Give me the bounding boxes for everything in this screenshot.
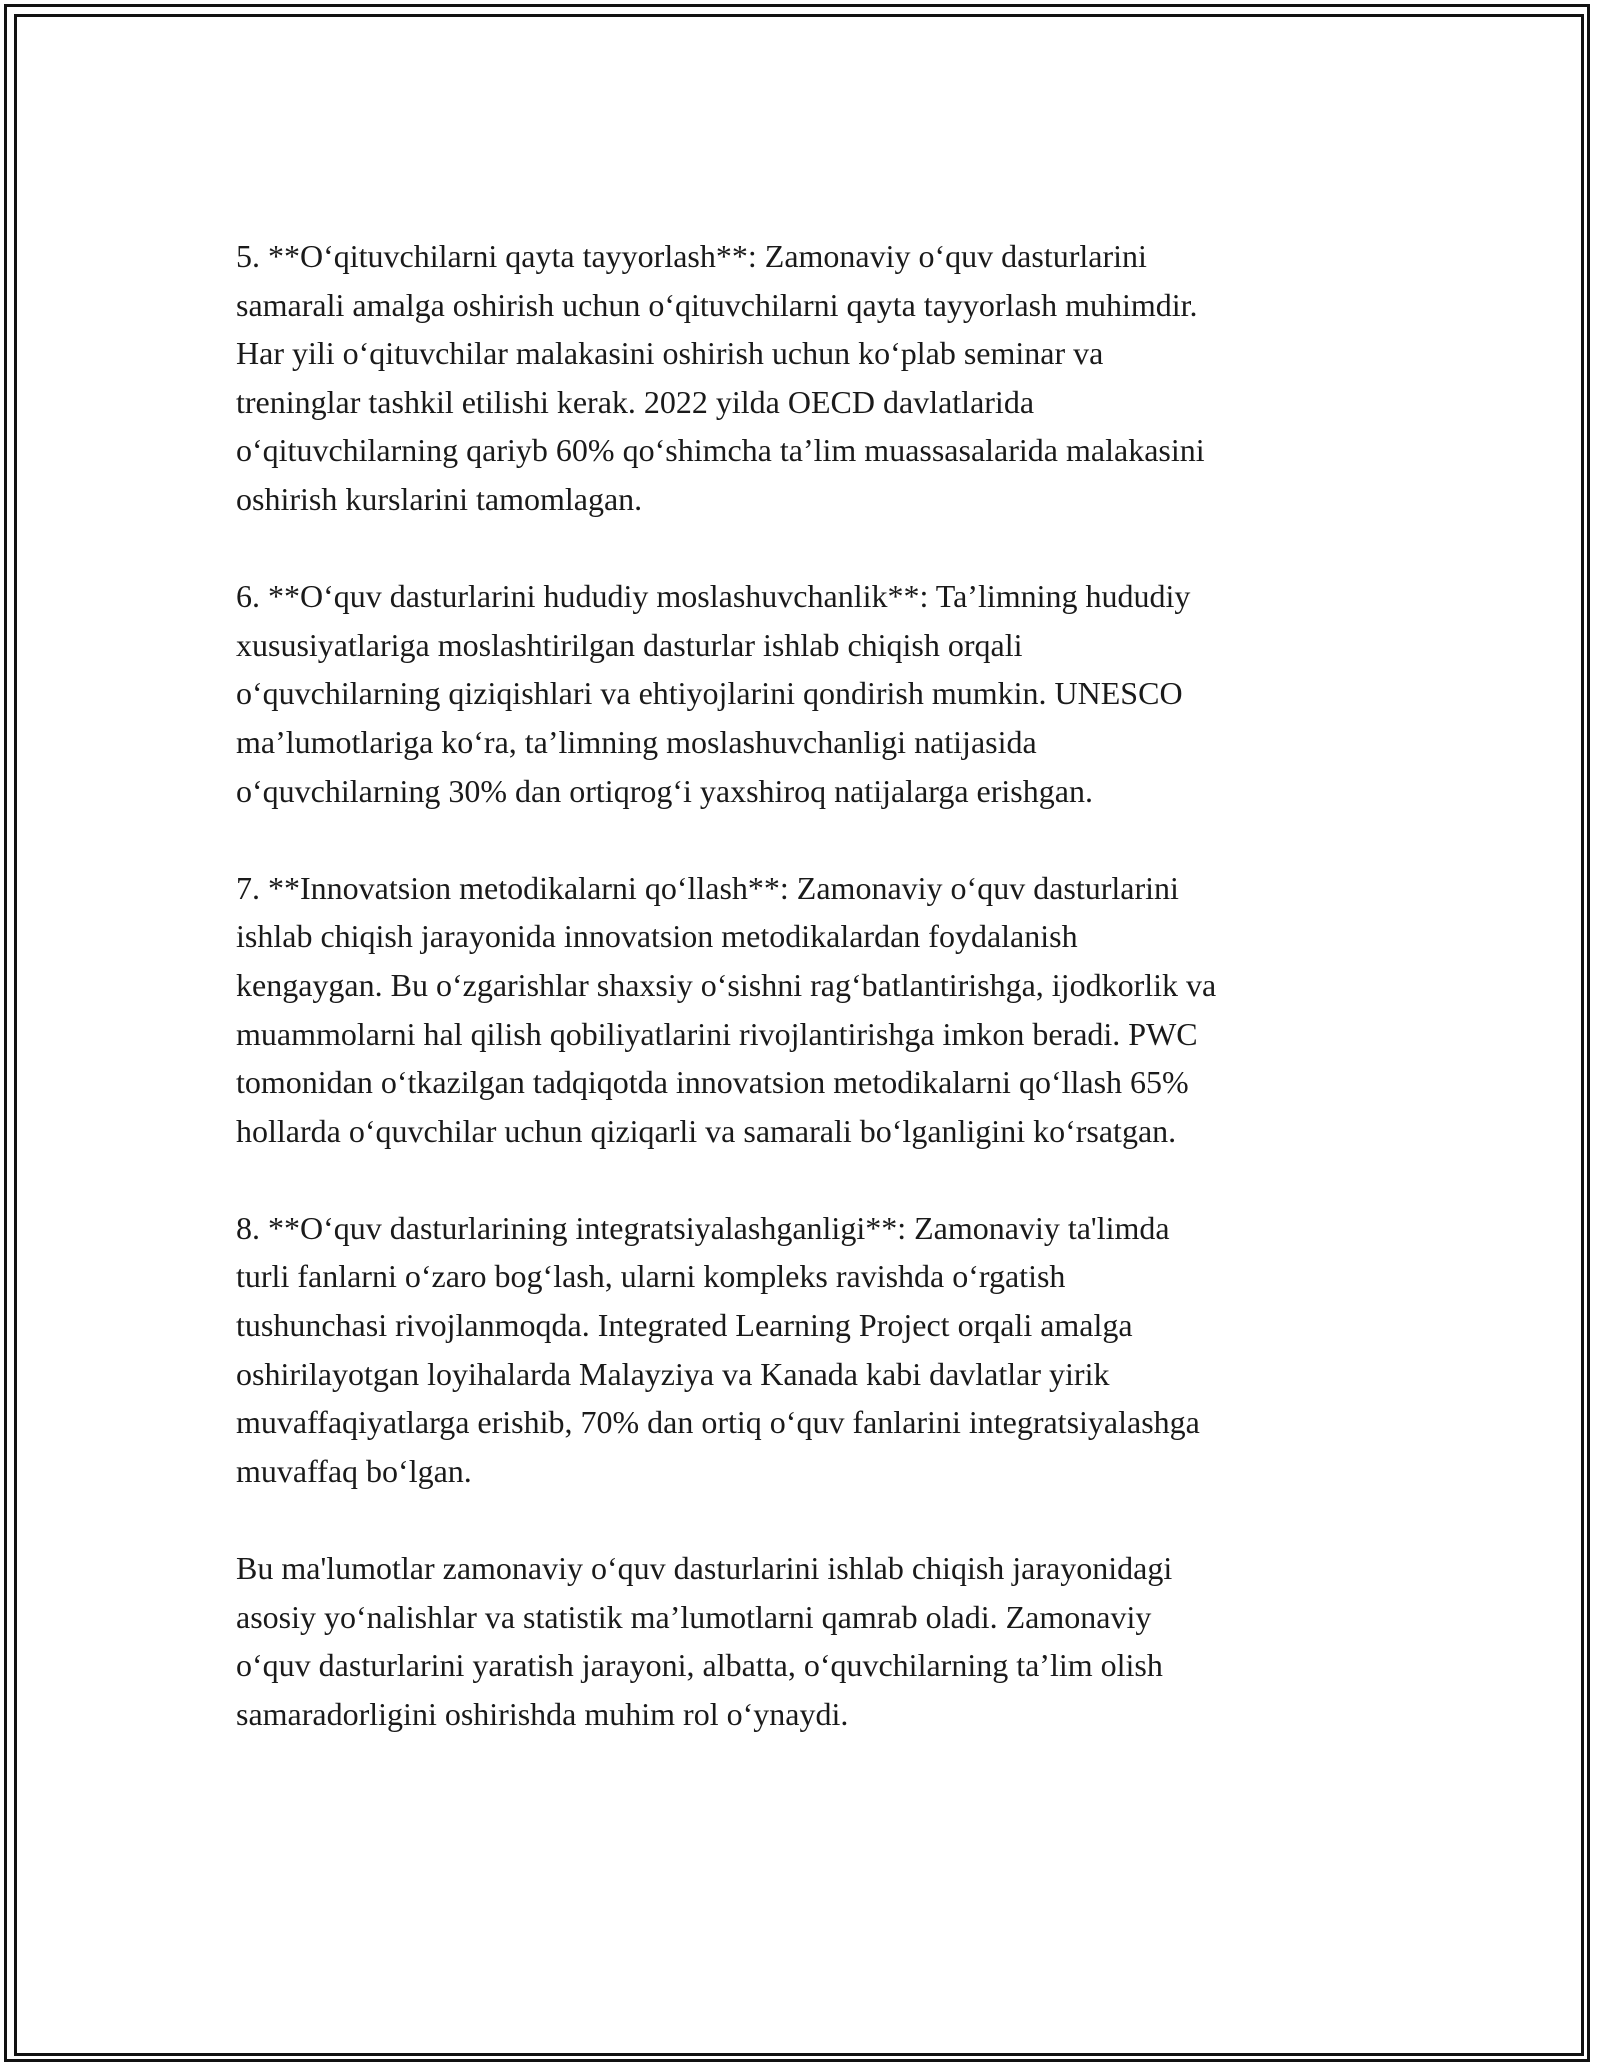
document-body [236,232,1366,1787]
text-line: kengaygan. Bu o‘zgarishlar shaxsiy o‘sishni rag‘batlantirishga, ijodkorlik va [236,966,1217,1003]
text-line: oshirilayotgan loyihalarda Malayziya va Kanada kabi davlatlar yirik [236,1355,1110,1392]
text-line: o‘qituvchilarning qariyb 60% qo‘shimcha ta’lim muassasalarida malakasini [236,432,1205,469]
text-line: Har yili o‘qituvchilar malakasini oshirish uchun ko‘plab seminar va [236,335,1104,372]
text-line: turli fanlarni o‘zaro bog‘lash, ularni kompleks ravishda o‘rgatish [236,1258,1066,1295]
paragraph-curriculum-integration [236,1204,1366,1496]
text-line: samaradorligini oshirishda muhim rol o‘ynaydi. [236,1695,849,1732]
text-line: hollarda o‘quvchilar uchun qiziqarli va samarali bo‘lganligini ko‘rsatgan. [236,1112,1177,1149]
text-line: muvaffaqiyatlarga erishib, 70% dan ortiq o‘quv fanlarini integratsiyalashga [236,1404,1200,1441]
paragraph-regional-adaptability [236,572,1366,815]
text-line: ishlab chiqish jarayonida innovatsion metodikalardan foydalanish [236,918,1078,955]
text-line: ma’lumotlariga ko‘ra, ta’limning moslashuvchanligi natijasida [236,723,1037,760]
text-line: Bu ma'lumotlar zamonaviy o‘quv dasturlarini ishlab chiqish jarayonidagi [236,1550,1173,1587]
text-line: samarali amalga oshirish uchun o‘qituvchilarni qayta tayyorlash muhimdir. [236,286,1198,323]
text-line: o‘quv dasturlarini yaratish jarayoni, albatta, o‘quvchilarning ta’lim olish [236,1647,1163,1684]
text-line: o‘quvchilarning 30% dan ortiqrog‘i yaxshiroq natijalarga erishgan. [236,772,1093,809]
text-line: treninglar tashkil etilishi kerak. 2022 yilda OECD davlatlarida [236,383,1035,420]
text-line: asosiy yo‘nalishlar va statistik ma’lumotlarni qamrab oladi. Zamonaviy [236,1598,1152,1635]
text-line: muvaffaq bo‘lgan. [236,1452,472,1489]
text-line: tushunchasi rivojlanmoqda. Integrated Learning Project orqali amalga [236,1307,1133,1344]
text-line: 5. **O‘qituvchilarni qayta tayyorlash**: Zamonaviy o‘quv dasturlarini [236,238,1147,274]
text-line: 7. **Innovatsion metodikalarni qo‘llash**: Zamonaviy o‘quv dasturlarini [236,869,1179,906]
paragraph-teacher-retraining [236,232,1366,524]
text-line: 6. **O‘quv dasturlarini hududiy moslashuvchanlik**: Ta’limning hududiy [236,578,1191,615]
text-line: oshirish kurslarini tamomlagan. [236,480,643,517]
paragraph-conclusion [236,1544,1366,1738]
text-line: o‘quvchilarning qiziqishlari va ehtiyojlarini qondirish mumkin. UNESCO [236,675,1183,712]
text-line: xususiyatlariga moslashtirilgan dasturlar ishlab chiqish orqali [236,626,1023,663]
text-line: muammolarni hal qilish qobiliyatlarini rivojlantirishga imkon beradi. PWC [236,1015,1198,1052]
paragraph-innovative-methods [236,864,1366,1156]
text-line: 8. **O‘quv dasturlarining integratsiyalashganligi**: Zamonaviy ta'limda [236,1209,1170,1246]
text-line: tomonidan o‘tkazilgan tadqiqotda innovatsion metodikalarni qo‘llash 65% [236,1064,1189,1101]
